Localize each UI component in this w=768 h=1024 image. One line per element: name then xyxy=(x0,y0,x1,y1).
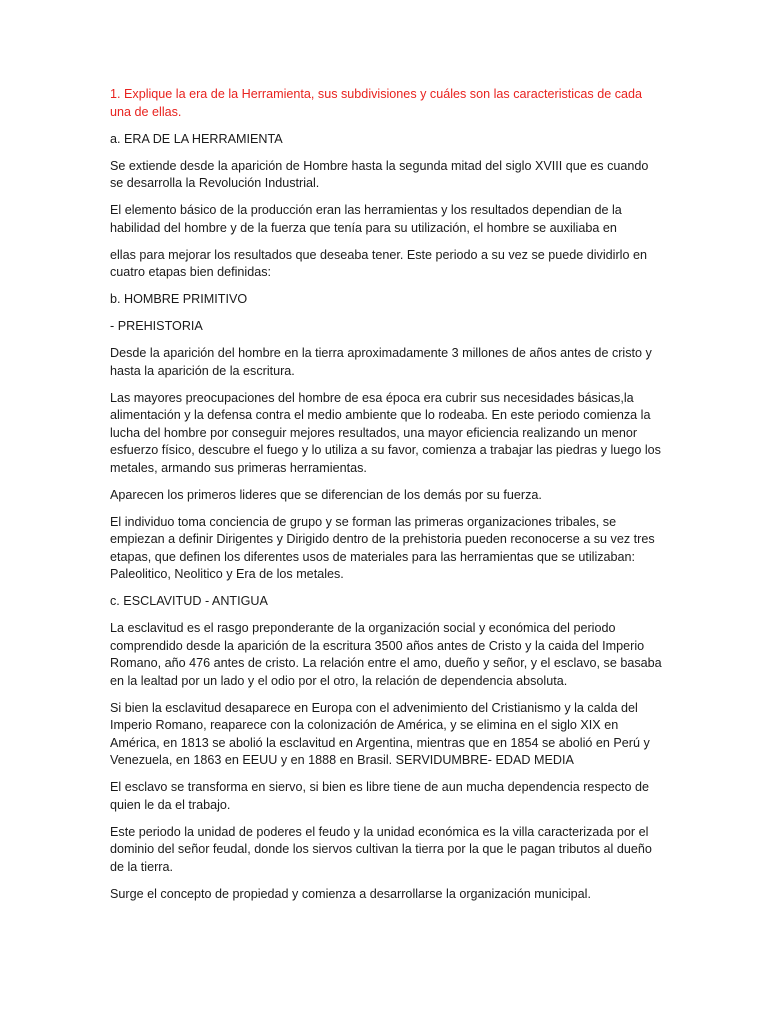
document-body xyxy=(110,86,662,913)
question-text: 1. Explique la era de la Herramienta, sus subdivisiones y cuáles son las caracteristicas de cada una de ellas. xyxy=(110,87,643,119)
section-heading-hombre-primitivo: b. HOMBRE PRIMITIVO xyxy=(110,292,248,306)
paragraph: ellas para mejorar los resultados que deseaba tener. Este periodo a su vez se puede dividirlo en cuatro etapas bien definidas: xyxy=(110,247,647,279)
paragraph: Surge el concepto de propiedad y comienza a desarrollarse la organización municipal. xyxy=(110,886,591,901)
section-heading-esclavitud: c. ESCLAVITUD - ANTIGUA xyxy=(110,594,268,608)
paragraph: Se extiende desde la aparición de Hombre hasta la segunda mitad del siglo XVIII que es cuando se desarrolla la Revolución Industrial. xyxy=(110,158,649,190)
paragraph: Si bien la esclavitud desaparece en Europa con el advenimiento del Cristianismo y la calda del Imperio Romano, reaparece con la colonización de América, y se elimina en el siglo XIX en América, en 1813 se abolió la esclavitud en Argentina, mientras que en 1854 se abolió en Perú y Venezuela, en 1863 en EEUU y en 1888 en Brasil. SERVIDUMBRE- EDAD MEDIA xyxy=(110,700,650,767)
paragraph: El individuo toma conciencia de grupo y se forman las primeras organizaciones tribales, se empiezan a definir Dirigentes y Dirigido dentro de la prehistoria pueden reconocerse a su vez tres etapas, que definen los diferentes usos de materiales para las herramientas que se utilizaban: Paleolitico, Neolitico y Era de los metales. xyxy=(110,514,655,581)
paragraph: El esclavo se transforma en siervo, si bien es libre tiene de aun mucha dependencia respecto de quien le da el trabajo. xyxy=(110,780,650,812)
paragraph: Aparecen los primeros lideres que se diferencian de los demás por su fuerza. xyxy=(110,487,542,502)
paragraph: La esclavitud es el rasgo preponderante de la organización social y económica del periodo comprendido desde la aparición de la escritura 3500 años antes de Cristo y la caida del Imperio Romano, año 476 antes de cristo. La relación entre el amo, dueño y señor, y el esclavo, se basaba en la lealtad por un lado y el odio por el otro, la relación de dependencia absoluta. xyxy=(110,621,662,688)
paragraph: El elemento básico de la producción eran las herramientas y los resultados dependian de la habilidad del hombre y de la fuerza que tenía para su utilización, el hombre se auxiliaba en xyxy=(110,203,622,235)
subheading-prehistoria: - PREHISTORIA xyxy=(110,319,203,333)
paragraph: Desde la aparición del hombre en la tierra aproximadamente 3 millones de años antes de cristo y hasta la aparición de la escritura. xyxy=(110,346,652,378)
section-heading-era-herramienta: a. ERA DE LA HERRAMIENTA xyxy=(110,131,283,146)
paragraph: Este periodo la unidad de poderes el feudo y la unidad económica es la villa caracterizada por el dominio del señor feudal, donde los siervos cultivan la tierra por la que le pagan tributos al dueño de la tierra. xyxy=(110,824,652,874)
paragraph: Las mayores preocupaciones del hombre de esa época era cubrir sus necesidades básicas,la alimentación y la defensa contra el medio ambiente que lo rodeaba. En este periodo comienza la lucha del hombre por conseguir mejores resultados, una mayor eficiencia realizando un menor esfuerzo físico, descubre el fuego y lo utiliza a su favor, comienza a trabajar las piedras y luego los metales, armando sus primeras herramientas. xyxy=(110,390,661,475)
